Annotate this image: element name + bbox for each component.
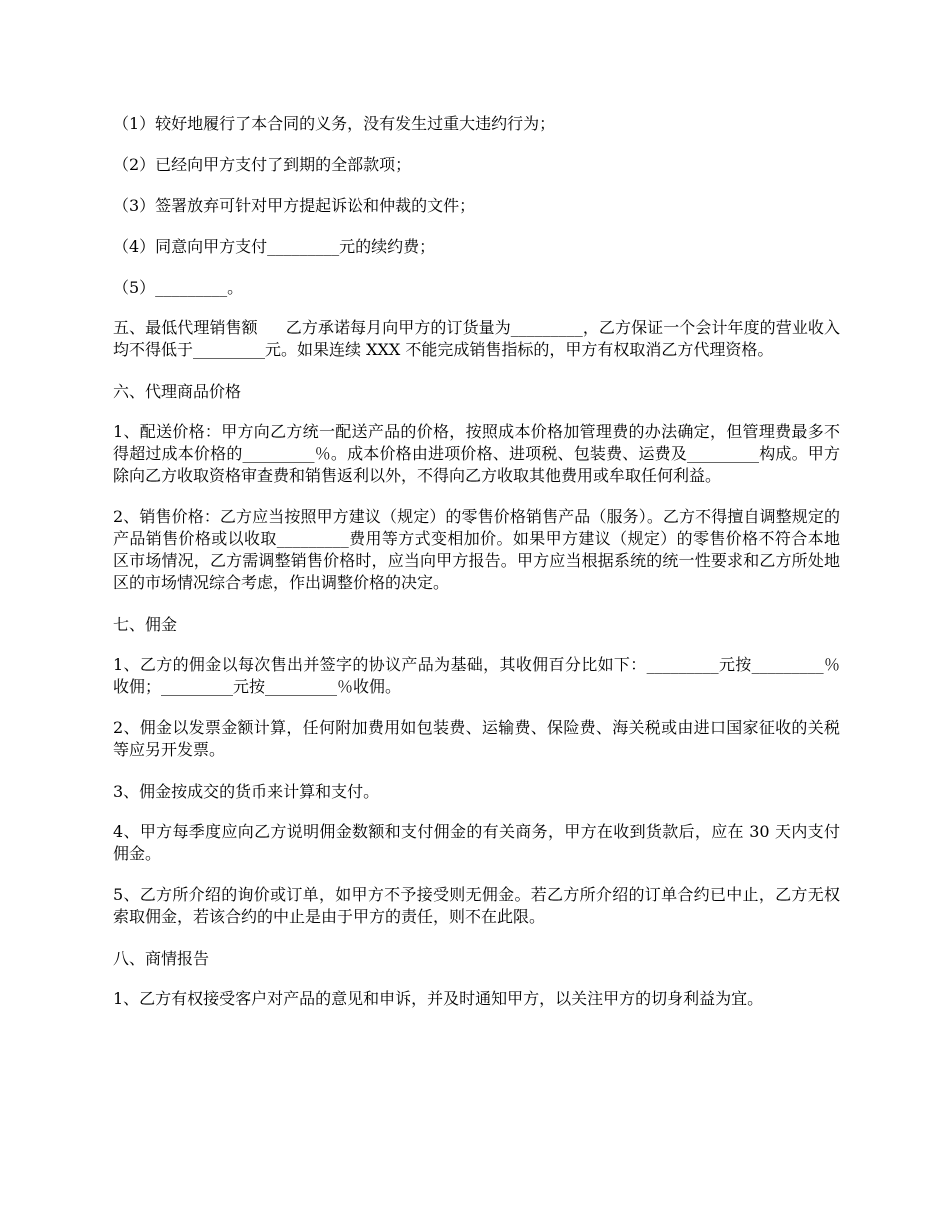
sales-price-clause: 2、销售价格：乙方应当按照甲方建议（规定）的零售价格销售产品（服务）。乙方不得擅自调整规定的产品销售价格或以收取_________费用等方式变相加价。如果甲方建议（规定）的零售价格不符合本地区市场情况，乙方需调整销售价格时，应当向甲方报告。甲方应当根据系统的统一性要求和乙方所处地区的市场情况综合考虑，作出调整价格的决定。 [113,507,840,592]
market-report-clause-1: 1、乙方有权接受客户对产品的意见和申诉，并及时通知甲方，以关注甲方的切身利益为宜。 [113,989,764,1008]
section-five-body: 乙方承诺每月向甲方的订货量为_________，乙方保证一个会计年度的营业收入均不得低于_________元。如果连续 XXX 不能完成销售指标的，甲方有权取消乙方代理资格。 [113,318,840,359]
condition-item-5: （5）_________。 [113,278,244,297]
commission-clause-2: 2、佣金以发票金额计算，任何附加费用如包装费、运输费、保险费、海关税或由进口国家征收的关税等应另开发票。 [113,718,840,759]
commission-clause-5: 5、乙方所介绍的询价或订单，如甲方不予接受则无佣金。若乙方所介绍的订单合约已中止，乙方无权索取佣金，若该合约的中止是由于甲方的责任，则不在此限。 [113,885,840,926]
section-eight-heading: 八、商情报告 [113,949,210,968]
section-five-heading: 五、最低代理销售额 [113,318,258,337]
condition-item-3: （3）签署放弃可针对甲方提起诉讼和仲裁的文件； [113,196,476,215]
section-five [113,317,840,361]
delivery-price-clause: 1、配送价格：甲方向乙方统一配送产品的价格，按照成本价格加管理费的办法确定，但管理费最多不得超过成本价格的_________％。成本价格由进项价格、进项税、包装费、运费及_________构成。甲方除向乙方收取资格审查费和销售返利以外，不得向乙方收取其他费用或牟取任何利益。 [113,422,840,485]
condition-item-4: （4）同意向甲方支付_________元的续约费； [113,237,436,256]
condition-item-2: （2）已经向甲方支付了到期的全部款项； [113,155,412,174]
condition-item-1: （1）较好地履行了本合同的义务，没有发生过重大违约行为； [113,114,556,133]
commission-clause-3: 3、佣金按成交的货币来计算和支付。 [113,782,380,801]
commission-clause-4: 4、甲方每季度应向乙方说明佣金数额和支付佣金的有关商务，甲方在收到货款后，应在 30 天内支付佣金。 [113,822,840,863]
section-seven-heading: 七、佣金 [113,615,178,634]
section-six-heading: 六、代理商品价格 [113,382,242,401]
commission-clause-1: 1、乙方的佣金以每次售出并签字的协议产品为基础，其收佣百分比如下：_________元按_________％收佣；_________元按_________％收佣。 [113,655,840,696]
